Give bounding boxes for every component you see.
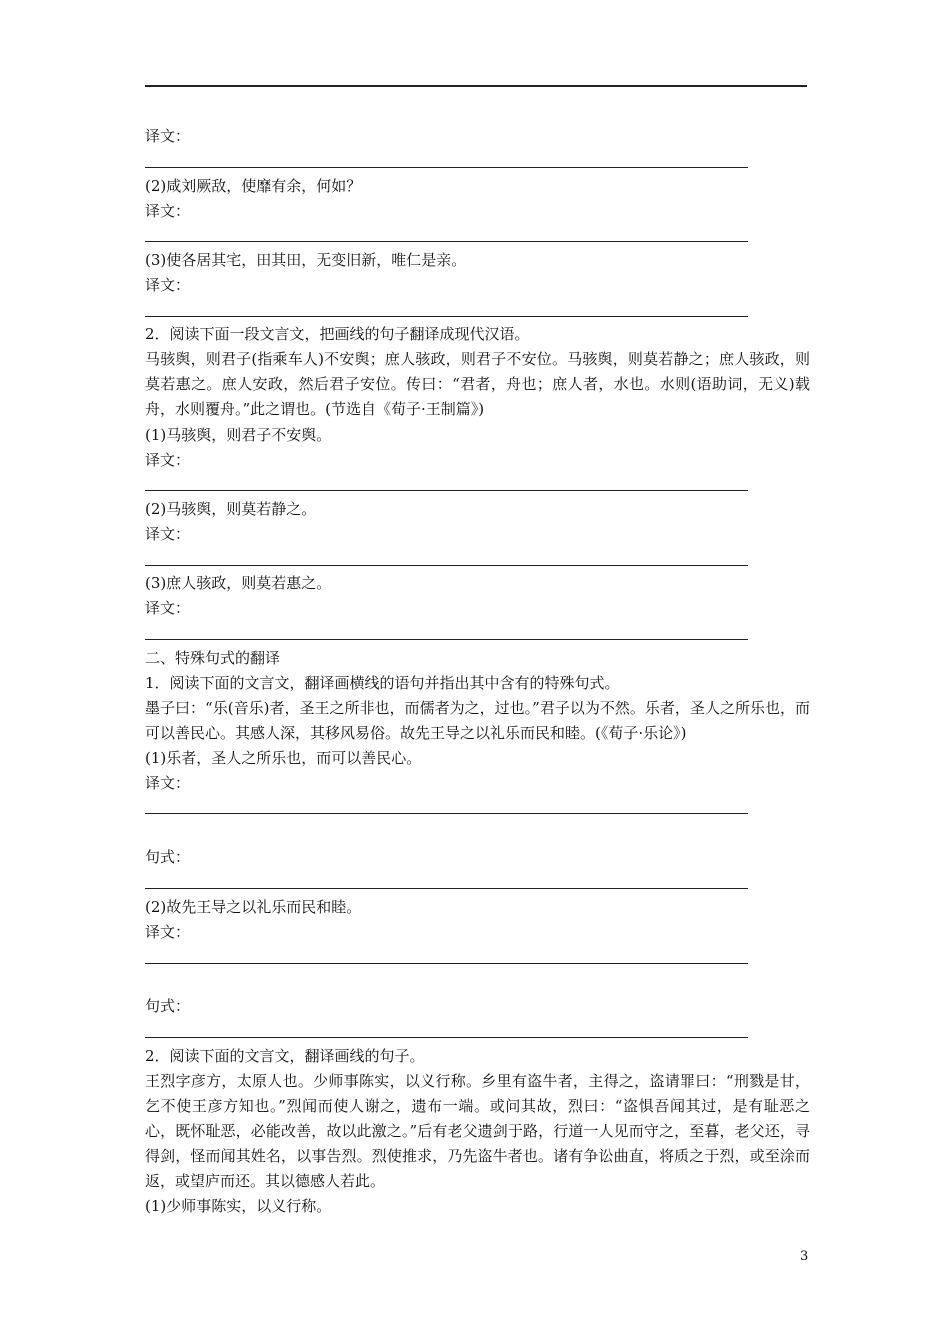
answer-line [145,565,748,566]
question-sentence: (2)咸刘厥敌，使靡有余，何如？ [145,177,362,195]
translation-label: 译文： [145,451,191,469]
answer-line [145,813,748,814]
question-sentence: (2)马骇舆，则莫若静之。 [145,500,317,518]
question-sentence: (2)故先王导之以礼乐而民和睦。 [145,898,362,916]
answer-line [145,888,748,889]
answer-line [145,167,748,168]
classical-passage: 马骇舆，则君子(指乘车人)不安舆；庶人骇政，则君子不安位。马骇舆，则莫若静之；庶人骇政，则莫若惠之。庶人安政，然后君子安位。传曰：“君者，舟也；庶人者，水也。水则(语助词，无义)载舟，水则覆舟。”此之谓也。(节选自《荀子·王制篇》) [145,350,810,418]
answer-line [145,316,748,317]
translation-label: 译文： [145,276,191,294]
pattern-label: 句式： [145,848,191,866]
question-sentence: (1)少师事陈实，以义行称。 [145,1197,332,1215]
answer-line [145,639,748,640]
question-sentence: (1)马骇舆，则君子不安舆。 [145,426,332,444]
question-heading: 2．阅读下面的文言文，翻译画线的句子。 [145,1047,425,1065]
question-sentence: (3)庶人骇政，则莫若惠之。 [145,574,332,592]
section-heading: 二、特殊句式的翻译 [145,649,281,667]
answer-line [145,85,807,87]
answer-line [145,490,748,491]
translation-label: 译文： [145,525,191,543]
classical-passage: 墨子曰：“乐(音乐)者，圣王之所非也，而儒者为之，过也。”君子以为不然。乐者，圣人之所乐也，而可以善民心。其感人深，其移风易俗。故先王导之以礼乐而民和睦。(《荀子·乐论》) [145,699,810,742]
translation-label: 译文： [145,923,191,941]
page-number: 3 [800,1249,809,1264]
answer-line [145,963,748,964]
translation-label: 译文： [145,599,191,617]
question-sentence: (3)使各居其宅，田其田，无变旧新，唯仁是亲。 [145,251,467,269]
translation-label: 译文： [145,202,191,220]
translation-label: 译文： [145,774,191,792]
pattern-label: 句式： [145,997,191,1015]
translation-label: 译文： [145,127,191,145]
question-heading: 1．阅读下面的文言文，翻译画横线的语句并指出其中含有的特殊句式。 [145,674,620,692]
question-heading: 2．阅读下面一段文言文，把画线的句子翻译成现代汉语。 [145,325,530,343]
answer-line [145,1037,748,1038]
question-sentence: (1)乐者，圣人之所乐也，而可以善民心。 [145,749,422,767]
classical-passage: 王烈字彦方，太原人也。少师事陈实，以义行称。乡里有盗牛者，主得之，盗请罪曰：“刑戮是甘，乞不使王彦方知也。”烈闻而使人谢之，遗布一端。或问其故，烈曰：“盗惧吾闻其过，是有耻恶之心，既怀耻恶，必能改善，故以此激之。”后有老父遗剑于路，行道一人见而守之，至暮，老父还，寻得剑，怪而闻其姓名，以事告烈。烈使推求，乃先盗牛者也。诸有争讼曲直，将质之于烈，或至涂而返，或望庐而还。其以德感人若此。 [145,1072,810,1190]
answer-line [145,241,748,242]
